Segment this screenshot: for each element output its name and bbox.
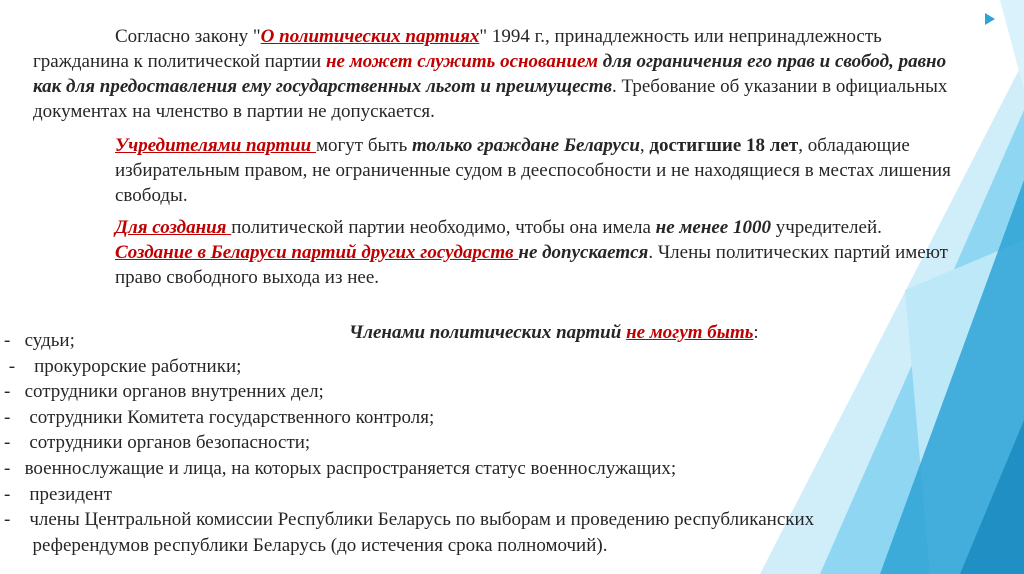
list-item: референдумов республики Беларусь (до истечения срока полномочий). (4, 535, 608, 556)
list-item: - прокурорские работники; (4, 356, 242, 377)
para2-line2: избирательным правом, не ограниченные судом в дееспособности и не находящиеся в местах лишения (115, 160, 951, 181)
para2-line1: Учредителями партии могут быть только граждане Беларуси, достигшие 18 лет, обладающие (115, 135, 910, 156)
list-item: - судьи; (4, 330, 75, 351)
para1-line3: как для предоставления ему государственных льгот и преимуществ. Требование об указании в официальных (33, 76, 948, 97)
para1-line2: гражданина к политической партии не может служить основанием для ограничения его прав и свобод, равно (33, 51, 947, 72)
para3-line1: Для создания политической партии необходимо, чтобы она имела не менее 1000 учредителей. (115, 217, 882, 238)
members-heading: Членами политических партий не могут быть: (349, 322, 759, 343)
law-title: О политических партиях (260, 26, 480, 47)
list-item: - члены Центральной комиссии Республики Беларусь по выборам и проведению республиканских (4, 509, 815, 530)
list-item: - президент (4, 484, 112, 505)
para1-line1: Согласно закону "О политических партиях" 1994 г., принадлежность или непринадлежность (115, 26, 882, 47)
list-item: - военнослужащие и лица, на которых распространяется статус военнослужащих; (4, 458, 677, 479)
list-item: - сотрудники Комитета государственного контроля; (4, 407, 435, 428)
list-item: - сотрудники органов внутренних дел; (4, 381, 324, 402)
para1-line4: документах на членство в партии не допускается. (33, 101, 435, 122)
para3-line3: право свободного выхода из нее. (115, 267, 380, 288)
list-item: - сотрудники органов безопасности; (4, 432, 311, 453)
para2-line3: свободы. (115, 185, 188, 206)
para3-line2: Создание в Беларуси партий других государств не допускается. Члены политических партий имеют (115, 242, 948, 263)
